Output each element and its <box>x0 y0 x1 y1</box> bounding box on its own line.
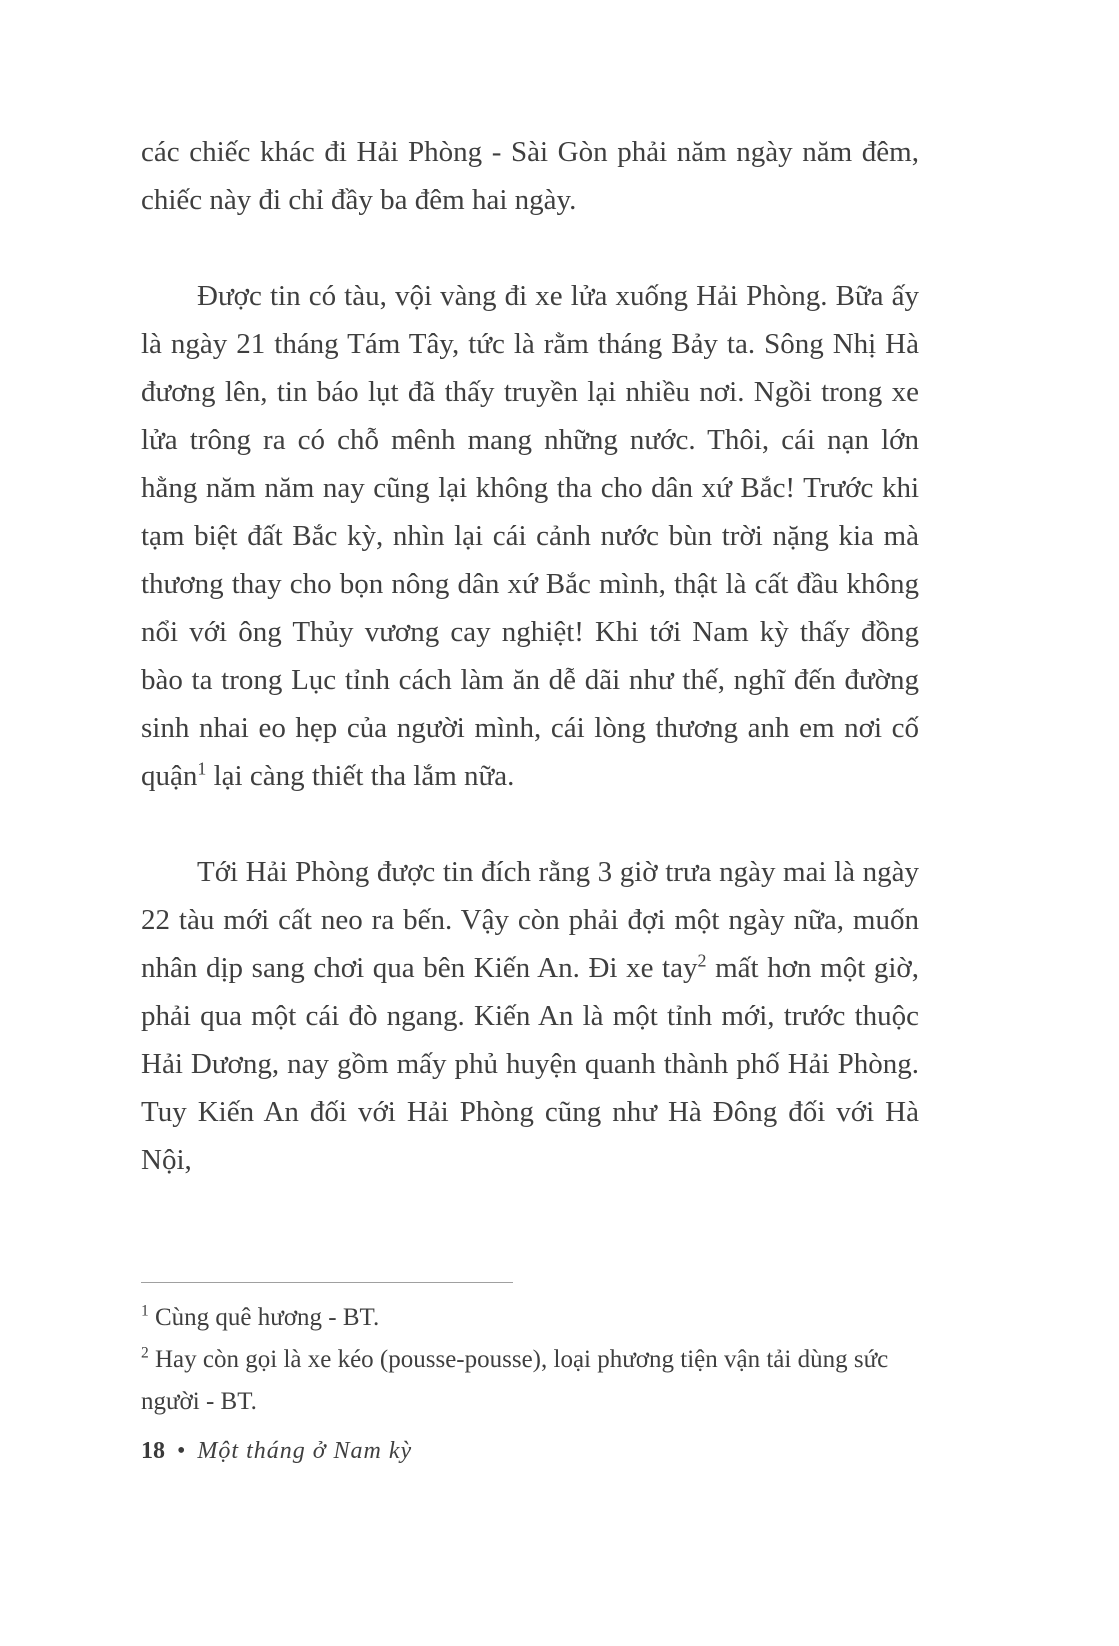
page-footer <box>141 1436 931 1466</box>
paragraph: các chiếc khác đi Hải Phòng - Sài Gòn phải năm ngày năm đêm, chiếc này đi chỉ đầy ba đêm hai ngày. <box>141 136 919 216</box>
footnote: $^1$ Cùng quê hương - BT. <box>141 1302 380 1331</box>
footnote: $^2$ Hay còn gọi là xe kéo (pousse-pousse), loại phương tiện vận tải dùng sức người - BT. <box>141 1344 889 1415</box>
footnote-marker: 2 <box>697 950 707 971</box>
footer-separator: • <box>177 1438 186 1464</box>
paragraph: Được tin có tàu, vội vàng đi xe lửa xuống Hải Phòng. Bữa ấy là ngày 21 tháng Tám Tây, tức là rằm tháng Bảy ta. Sông Nhị Hà đương lên, tin báo lụt đã thấy truyền lại nhiều nơi. Ngồi trong xe lửa trông ra có chỗ mênh mang những nước. Thôi, cái nạn lớn hằng năm năm nay cũng lại không tha cho dân xứ Bắc! Trước khi tạm biệt đất Bắc kỳ, nhìn lại cái cảnh nước bùn trời nặng kia mà thương thay cho bọn nông dân xứ Bắc mình, thật là cất đầu không nổi với ông Thủy vương cay nghiệt! Khi tới Nam kỳ thấy đồng bào ta trong Lục tỉnh cách làm ăn dễ dãi như thế, nghĩ đến đường sinh nhai eo hẹp của người mình, cái lòng thương anh em nơi cố quận$^1$ lại càng thiết tha lắm nữa. <box>141 280 919 792</box>
book-title: Một tháng ở Nam kỳ <box>197 1438 413 1464</box>
footnotes-list <box>141 1297 931 1423</box>
paragraph: Tới Hải Phòng được tin đích rằng 3 giờ trưa ngày mai là ngày 22 tàu mới cất neo ra bến. Vậy còn phải đợi một ngày nữa, muốn nhân dịp sang chơi qua bên Kiến An. Đi xe tay$^2$ mất hơn một giờ, phải qua một cái đò ngang. Kiến An là một tỉnh mới, trước thuộc Hải Dương, nay gồm mấy phủ huyện quanh thành phố Hải Phòng. Tuy Kiến An đối với Hải Phòng cũng như Hà Đông đối với Hà Nội, <box>141 856 920 1176</box>
footnote-divider <box>141 1282 513 1283</box>
footnote-marker: 2 <box>141 1344 149 1362</box>
footnotes-section <box>141 1282 931 1423</box>
page-number: 18 <box>141 1438 165 1464</box>
page-body-text <box>141 128 919 1232</box>
footnote-marker: 1 <box>197 758 207 779</box>
footnote-marker: 1 <box>141 1302 149 1320</box>
